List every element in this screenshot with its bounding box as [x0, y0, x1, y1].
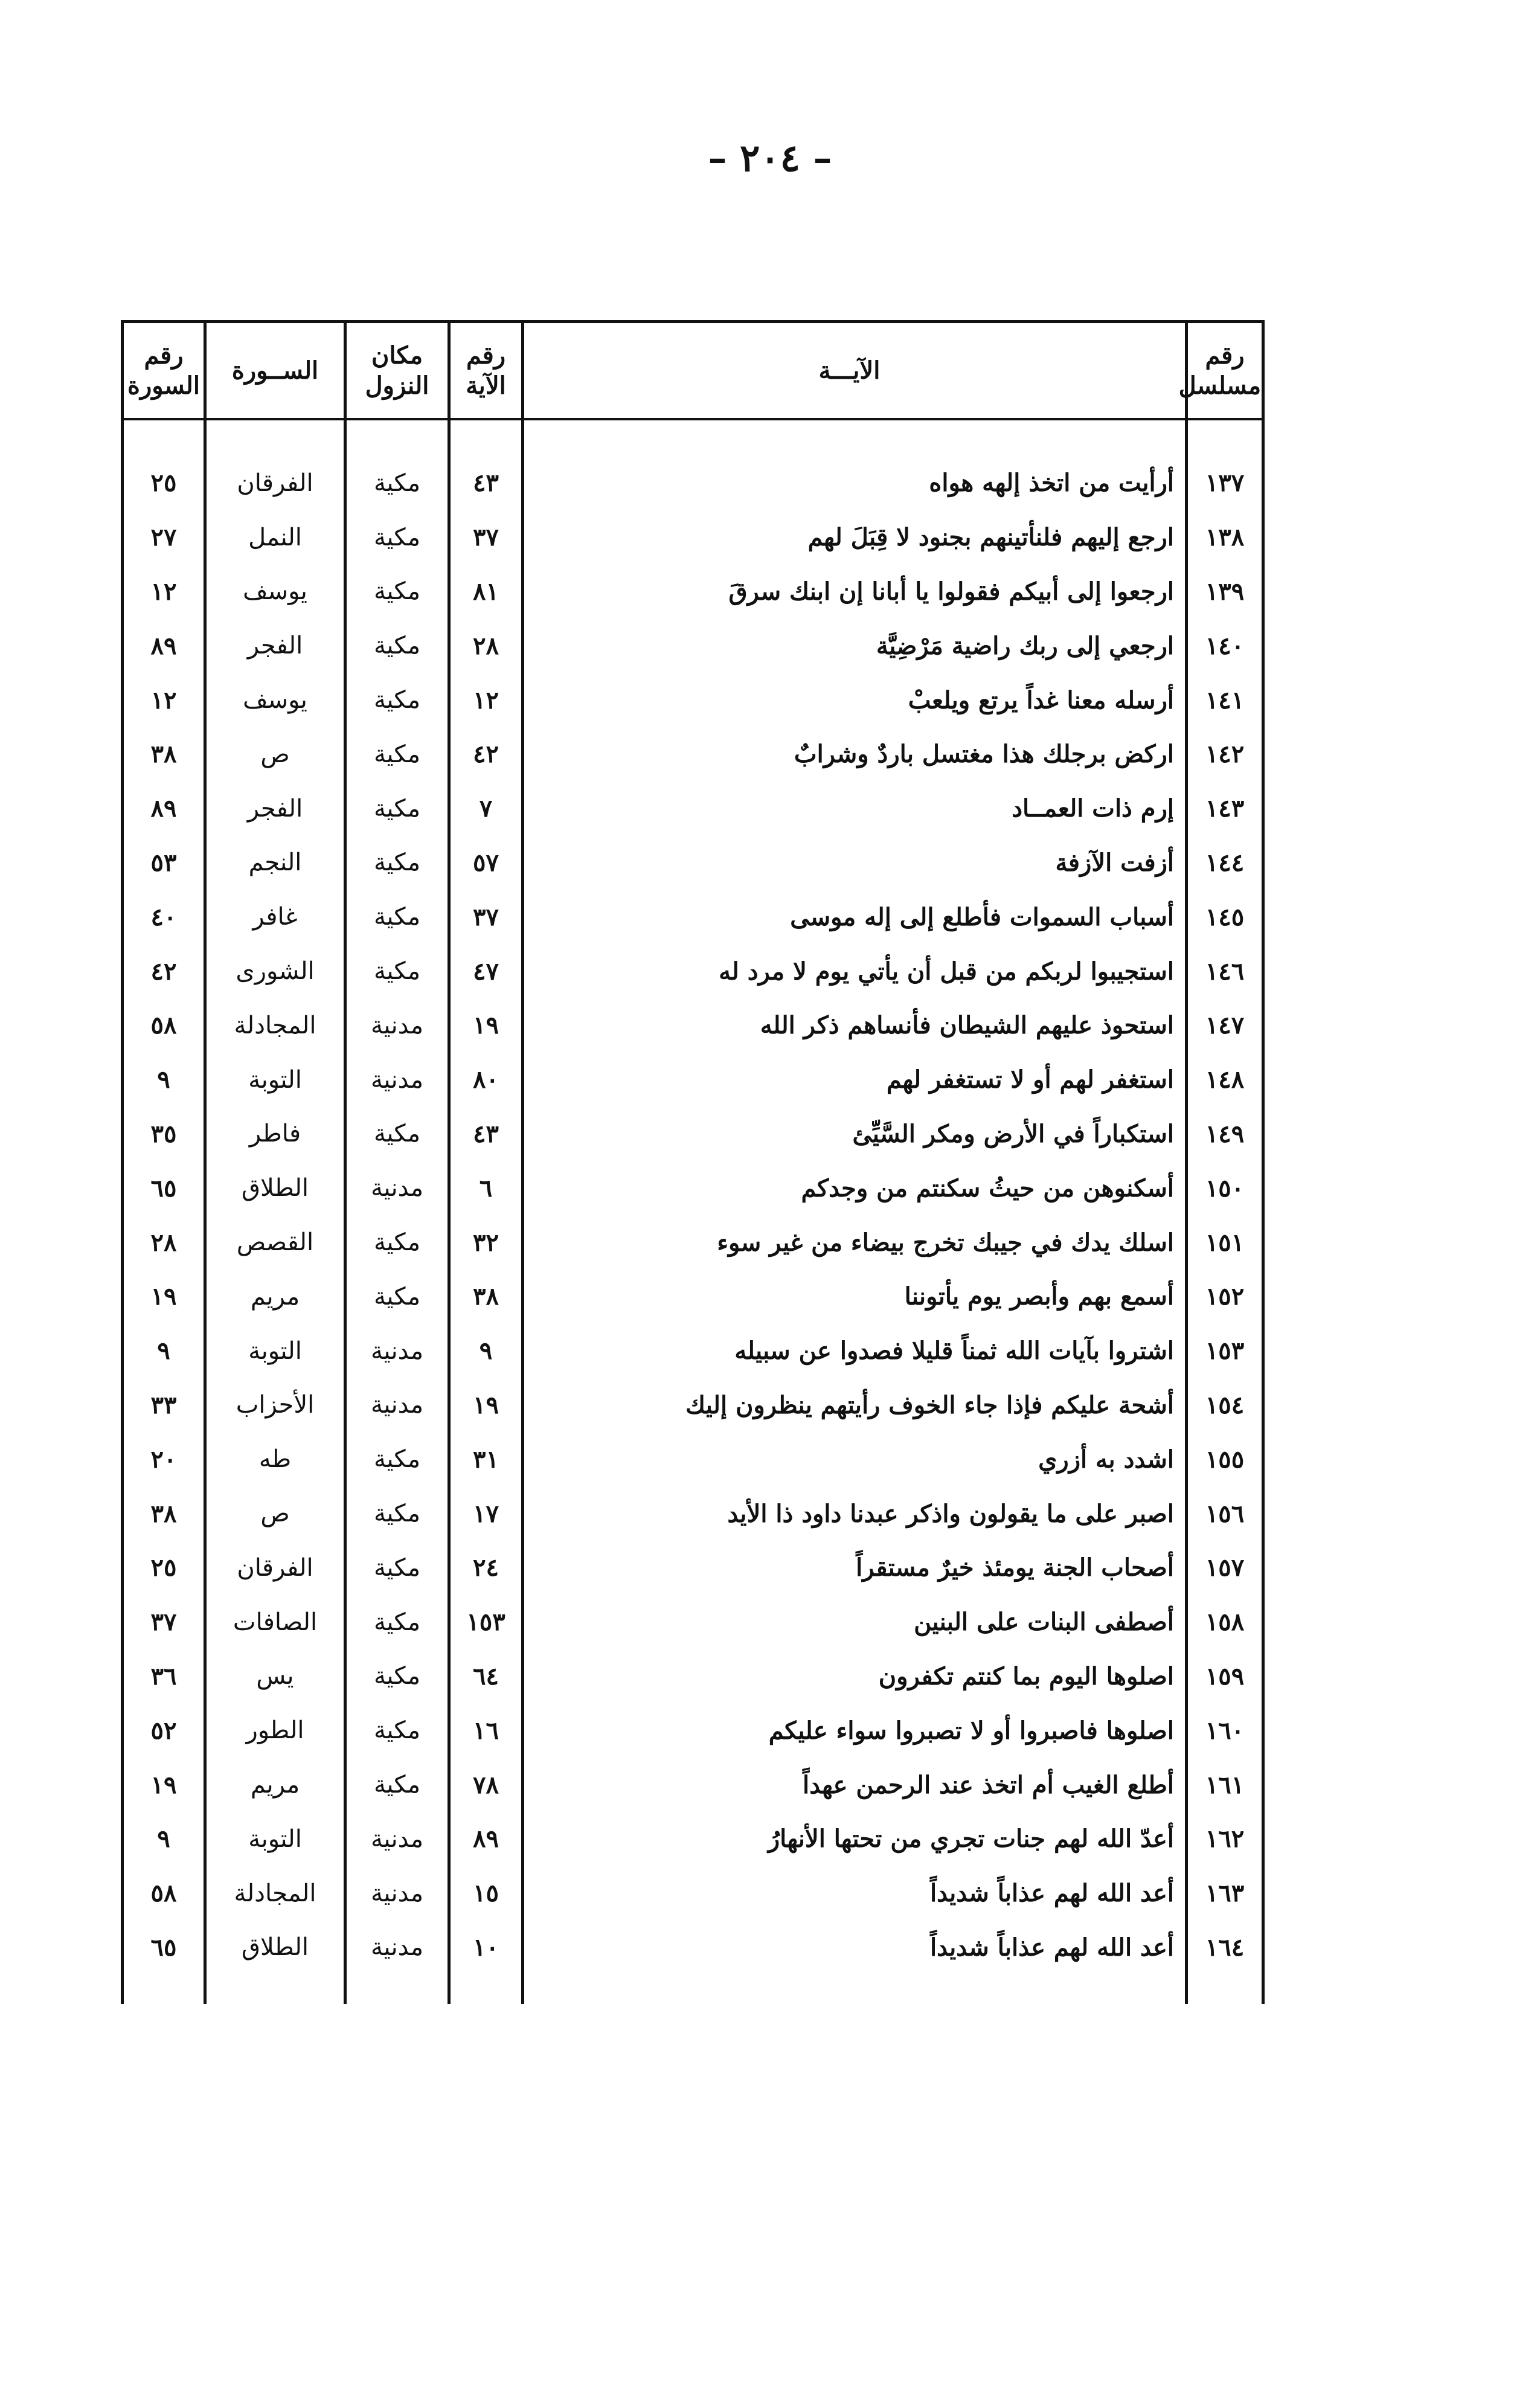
cell-surah-number: ٣٨	[123, 727, 205, 782]
cell-verse: أصطفى البنات على البنين	[523, 1595, 1187, 1649]
cell-verse: استكباراً في الأرض ومكر السَّيِّئ	[523, 1107, 1187, 1161]
cell-surah-number: ٣٣	[123, 1378, 205, 1433]
cell-verse-number: ٧٨	[449, 1758, 523, 1812]
cell-verse-number: ٩	[449, 1324, 523, 1378]
page-number: – ٢٠٤ –	[708, 136, 832, 180]
cell-place: مدنية	[345, 1812, 449, 1866]
cell-surah: يوسف	[205, 565, 345, 619]
cell-surah: طه	[205, 1432, 345, 1486]
table-row	[123, 1378, 1263, 1433]
cell-place: مكية	[345, 510, 449, 565]
cell-verse-number: ٣١	[449, 1432, 523, 1486]
cell-serial: ١٤٠	[1187, 618, 1263, 673]
cell-verse-number: ٢٨	[449, 618, 523, 673]
cell-place: مدنية	[345, 998, 449, 1053]
cell-surah-number: ١٢	[123, 673, 205, 727]
cell-surah: يوسف	[205, 673, 345, 727]
cell-verse: اصلوها فاصبروا أو لا تصبروا سواء عليكم	[523, 1703, 1187, 1758]
table-header-row	[123, 322, 1263, 420]
cell-place: مكية	[345, 565, 449, 619]
cell-serial: ١٤٨	[1187, 1053, 1263, 1107]
cell-surah: الشورى	[205, 944, 345, 998]
cell-surah-number: ٢٠	[123, 1432, 205, 1486]
cell-serial: ١٥١	[1187, 1215, 1263, 1270]
cell-verse-number: ١٠	[449, 1921, 523, 2005]
cell-verse-number: ١٥٣	[449, 1595, 523, 1649]
cell-serial: ١٥٣	[1187, 1324, 1263, 1378]
cell-verse-number: ٨٩	[449, 1812, 523, 1866]
cell-surah: النجم	[205, 836, 345, 890]
cell-place: مدنية	[345, 1866, 449, 1921]
table-row	[123, 1866, 1263, 1921]
table-row	[123, 1486, 1263, 1541]
cell-place: مدنية	[345, 1378, 449, 1433]
table-row	[123, 1921, 1263, 2005]
table-row	[123, 1812, 1263, 1866]
table-row	[123, 890, 1263, 944]
cell-serial: ١٤٣	[1187, 782, 1263, 836]
cell-serial: ١٥٧	[1187, 1541, 1263, 1595]
cell-surah-number: ٢٥	[123, 1541, 205, 1595]
cell-verse-number: ٣٢	[449, 1215, 523, 1270]
cell-surah-number: ٥٨	[123, 1866, 205, 1921]
cell-verse-number: ٣٨	[449, 1270, 523, 1324]
cell-verse: استجيبوا لربكم من قبل أن يأتي يوم لا مرد له	[523, 944, 1187, 998]
table-row	[123, 1053, 1263, 1107]
cell-surah-number: ٥٨	[123, 998, 205, 1053]
cell-surah: النمل	[205, 510, 345, 565]
table-row	[123, 1324, 1263, 1378]
cell-serial: ١٥٨	[1187, 1595, 1263, 1649]
table-row	[123, 944, 1263, 998]
cell-serial: ١٣٨	[1187, 510, 1263, 565]
cell-surah-number: ٢٧	[123, 510, 205, 565]
cell-verse-number: ٢٤	[449, 1541, 523, 1595]
cell-surah-number: ١٩	[123, 1758, 205, 1812]
cell-verse: ارجعي إلى ربك راضية مَرْضِيَّة	[523, 618, 1187, 673]
cell-surah-number: ١٢	[123, 565, 205, 619]
cell-surah: القصص	[205, 1215, 345, 1270]
cell-verse: اصلوها اليوم بما كنتم تكفرون	[523, 1649, 1187, 1704]
cell-serial: ١٦٢	[1187, 1812, 1263, 1866]
cell-verse-number: ١٥	[449, 1866, 523, 1921]
cell-verse: اشدد به أزري	[523, 1432, 1187, 1486]
cell-place: مكية	[345, 944, 449, 998]
cell-verse: أرأيت من اتخذ إلهه هواه	[523, 419, 1187, 510]
cell-serial: ١٤١	[1187, 673, 1263, 727]
cell-surah-number: ٢٨	[123, 1215, 205, 1270]
cell-place: مدنية	[345, 1324, 449, 1378]
table-row	[123, 618, 1263, 673]
cell-surah-number: ٩	[123, 1812, 205, 1866]
cell-surah-number: ٣٧	[123, 1595, 205, 1649]
cell-verse-number: ٦	[449, 1161, 523, 1215]
cell-place: مكية	[345, 1595, 449, 1649]
header-surah-number: رقم السورة	[123, 322, 205, 420]
cell-verse: أصحاب الجنة يومئذ خيرٌ مستقراً	[523, 1541, 1187, 1595]
cell-place: مكية	[345, 1758, 449, 1812]
header-surah: الســورة	[205, 322, 345, 420]
cell-serial: ١٦١	[1187, 1758, 1263, 1812]
cell-serial: ١٤٤	[1187, 836, 1263, 890]
cell-verse: ارجعوا إلى أبيكم فقولوا يا أبانا إن ابنك سرقَ	[523, 565, 1187, 619]
cell-verse-number: ٨٠	[449, 1053, 523, 1107]
cell-serial: ١٥٠	[1187, 1161, 1263, 1215]
table-row	[123, 1595, 1263, 1649]
cell-verse: أعد الله لهم عذاباً شديداً	[523, 1866, 1187, 1921]
table-row	[123, 1432, 1263, 1486]
cell-place: مكية	[345, 1107, 449, 1161]
cell-surah: ص	[205, 1486, 345, 1541]
cell-surah: الفرقان	[205, 1541, 345, 1595]
cell-place: مكية	[345, 1270, 449, 1324]
cell-verse-number: ١٩	[449, 1378, 523, 1433]
cell-verse-number: ١٩	[449, 998, 523, 1053]
cell-verse: أسكنوهن من حيثُ سكنتم من وجدكم	[523, 1161, 1187, 1215]
header-verse-number: رقم الآية	[449, 322, 523, 420]
table-row	[123, 727, 1263, 782]
cell-place: مدنية	[345, 1161, 449, 1215]
cell-surah: التوبة	[205, 1324, 345, 1378]
cell-surah: الفجر	[205, 782, 345, 836]
table-row	[123, 1107, 1263, 1161]
cell-verse-number: ٨١	[449, 565, 523, 619]
cell-surah: الأحزاب	[205, 1378, 345, 1433]
cell-verse: استحوذ عليهم الشيطان فأنساهم ذكر الله	[523, 998, 1187, 1053]
cell-surah-number: ٤٠	[123, 890, 205, 944]
cell-serial: ١٥٢	[1187, 1270, 1263, 1324]
cell-verse: أزفت الآزفة	[523, 836, 1187, 890]
cell-serial: ١٦٤	[1187, 1921, 1263, 2005]
table-row	[123, 1161, 1263, 1215]
cell-place: مكية	[345, 1486, 449, 1541]
cell-surah-number: ٦٥	[123, 1921, 205, 2005]
table-row	[123, 565, 1263, 619]
cell-surah-number: ٥٢	[123, 1703, 205, 1758]
cell-surah-number: ٦٥	[123, 1161, 205, 1215]
cell-surah: مريم	[205, 1758, 345, 1812]
header-place: مكان النزول	[345, 322, 449, 420]
cell-place: مدنية	[345, 1921, 449, 2005]
cell-surah: التوبة	[205, 1812, 345, 1866]
cell-serial: ١٤٧	[1187, 998, 1263, 1053]
cell-verse: أعدّ الله لهم جنات تجري من تحتها الأنهارُ	[523, 1812, 1187, 1866]
cell-surah-number: ٢٥	[123, 419, 205, 510]
cell-place: مكية	[345, 1215, 449, 1270]
cell-verse: أسباب السموات فأطلع إلى إله موسى	[523, 890, 1187, 944]
cell-verse-number: ٤٧	[449, 944, 523, 998]
cell-serial: ١٥٩	[1187, 1649, 1263, 1704]
table-body	[123, 419, 1263, 2004]
cell-verse-number: ١٧	[449, 1486, 523, 1541]
cell-place: مكية	[345, 618, 449, 673]
cell-place: مكية	[345, 1432, 449, 1486]
cell-serial: ١٥٤	[1187, 1378, 1263, 1433]
cell-verse: استغفر لهم أو لا تستغفر لهم	[523, 1053, 1187, 1107]
cell-verse: اشتروا بآيات الله ثمناً قليلا فصدوا عن سبيله	[523, 1324, 1187, 1378]
cell-verse: أطلع الغيب أم اتخذ عند الرحمن عهداً	[523, 1758, 1187, 1812]
cell-verse: اسلك يدك في جيبك تخرج بيضاء من غير سوء	[523, 1215, 1187, 1270]
table-row	[123, 998, 1263, 1053]
cell-surah: فاطر	[205, 1107, 345, 1161]
cell-surah-number: ٩	[123, 1324, 205, 1378]
cell-surah-number: ٨٩	[123, 618, 205, 673]
cell-surah-number: ١٩	[123, 1270, 205, 1324]
cell-serial: ١٦٣	[1187, 1866, 1263, 1921]
cell-surah: التوبة	[205, 1053, 345, 1107]
cell-surah: الفجر	[205, 618, 345, 673]
table-row	[123, 1649, 1263, 1704]
cell-place: مكية	[345, 1649, 449, 1704]
table-row	[123, 1215, 1263, 1270]
cell-verse: اركض برجلك هذا مغتسل باردٌ وشرابٌ	[523, 727, 1187, 782]
table-row	[123, 1758, 1263, 1812]
cell-place: مدنية	[345, 1053, 449, 1107]
cell-surah: غافر	[205, 890, 345, 944]
table-row	[123, 673, 1263, 727]
cell-serial: ١٤٢	[1187, 727, 1263, 782]
table-row	[123, 510, 1263, 565]
cell-place: مكية	[345, 727, 449, 782]
cell-verse: إرم ذات العمــاد	[523, 782, 1187, 836]
cell-verse-number: ٤٣	[449, 419, 523, 510]
cell-surah: الطلاق	[205, 1161, 345, 1215]
cell-serial: ١٣٧	[1187, 419, 1263, 510]
cell-place: مكية	[345, 673, 449, 727]
cell-surah-number: ٨٩	[123, 782, 205, 836]
verse-index-table	[121, 320, 1265, 2004]
cell-serial: ١٤٩	[1187, 1107, 1263, 1161]
table-row	[123, 419, 1263, 510]
cell-verse-number: ١٦	[449, 1703, 523, 1758]
cell-serial: ١٤٦	[1187, 944, 1263, 998]
cell-place: مكية	[345, 419, 449, 510]
cell-surah-number: ٩	[123, 1053, 205, 1107]
cell-serial: ١٥٦	[1187, 1486, 1263, 1541]
cell-verse-number: ٤٣	[449, 1107, 523, 1161]
cell-verse-number: ٥٧	[449, 836, 523, 890]
cell-verse: أرسله معنا غداً يرتع ويلعبْ	[523, 673, 1187, 727]
cell-verse: أعد الله لهم عذاباً شديداً	[523, 1921, 1187, 2005]
cell-place: مكية	[345, 1703, 449, 1758]
cell-verse-number: ٦٤	[449, 1649, 523, 1704]
cell-verse: أسمع بهم وأبصر يوم يأتوننا	[523, 1270, 1187, 1324]
header-verse: الآيـــة	[523, 322, 1187, 420]
cell-surah: الطلاق	[205, 1921, 345, 2005]
cell-surah: ص	[205, 727, 345, 782]
cell-verse-number: ٧	[449, 782, 523, 836]
cell-surah: يس	[205, 1649, 345, 1704]
cell-serial: ١٣٩	[1187, 565, 1263, 619]
cell-surah-number: ٥٣	[123, 836, 205, 890]
cell-surah-number: ٣٦	[123, 1649, 205, 1704]
cell-place: مكية	[345, 782, 449, 836]
cell-surah-number: ٣٨	[123, 1486, 205, 1541]
table-row	[123, 782, 1263, 836]
cell-surah-number: ٤٢	[123, 944, 205, 998]
table-row	[123, 1270, 1263, 1324]
cell-serial: ١٤٥	[1187, 890, 1263, 944]
cell-surah-number: ٣٥	[123, 1107, 205, 1161]
cell-surah: الفرقان	[205, 419, 345, 510]
cell-surah: الصافات	[205, 1595, 345, 1649]
table-row	[123, 1541, 1263, 1595]
cell-surah: المجادلة	[205, 998, 345, 1053]
cell-surah: المجادلة	[205, 1866, 345, 1921]
cell-verse: اصبر على ما يقولون واذكر عبدنا داود ذا الأيد	[523, 1486, 1187, 1541]
cell-verse-number: ٣٧	[449, 510, 523, 565]
cell-verse: أشحة عليكم فإذا جاء الخوف رأيتهم ينظرون إليك	[523, 1378, 1187, 1433]
cell-verse-number: ٤٢	[449, 727, 523, 782]
cell-surah: الطور	[205, 1703, 345, 1758]
cell-serial: ١٦٠	[1187, 1703, 1263, 1758]
table-row	[123, 836, 1263, 890]
cell-place: مكية	[345, 890, 449, 944]
cell-serial: ١٥٥	[1187, 1432, 1263, 1486]
header-serial: رقم مسلسل	[1187, 322, 1263, 420]
cell-verse-number: ٣٧	[449, 890, 523, 944]
table-row	[123, 1703, 1263, 1758]
cell-surah: مريم	[205, 1270, 345, 1324]
cell-place: مكية	[345, 1541, 449, 1595]
cell-place: مكية	[345, 836, 449, 890]
cell-verse: ارجع إليهم فلنأتينهم بجنود لا قِبَلَ لهم	[523, 510, 1187, 565]
cell-verse-number: ١٢	[449, 673, 523, 727]
